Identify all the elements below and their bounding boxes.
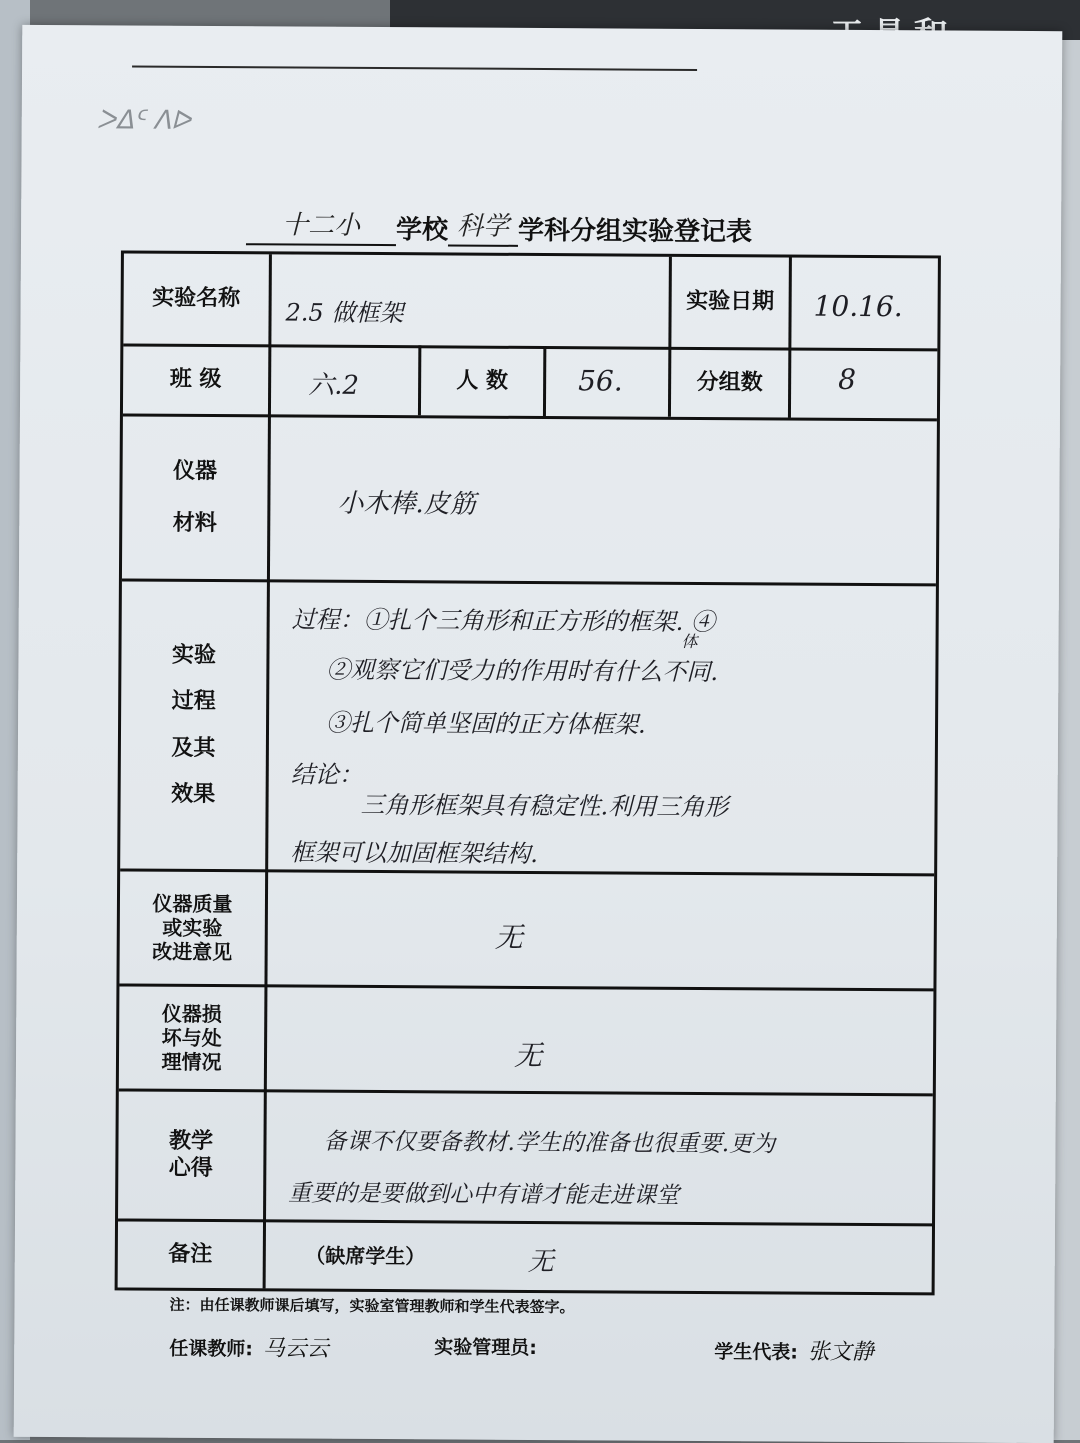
reflection-line: 重要的是要做到心中有谱才能走进课堂 xyxy=(288,1174,679,1209)
materials-label-line: 仪器 xyxy=(173,458,217,485)
process-label-line: 过程 xyxy=(172,689,216,716)
materials-value: 小木棒.皮筋 xyxy=(337,483,475,521)
student-count-value: 56. xyxy=(578,364,623,397)
experiment-name-value: 2.5 做框架 xyxy=(285,292,403,328)
class-label: 班 级 xyxy=(123,346,268,414)
student-count-label: 人 数 xyxy=(421,348,543,416)
damage-label-line: 坏与处 xyxy=(162,1026,222,1050)
group-count-value: 8 xyxy=(838,363,856,396)
quality-label-line: 仪器质量 xyxy=(152,892,232,916)
quality-value: 无 xyxy=(495,916,523,956)
absent-students-label: （缺席学生） xyxy=(278,1222,453,1289)
student-value: 张文静 xyxy=(808,1340,874,1365)
school-label: 学校 xyxy=(396,209,448,246)
materials-label xyxy=(122,416,268,579)
experiment-name-label: 实验名称 xyxy=(123,253,269,344)
process-line: 三角形框架具有稳定性.利用三角形 xyxy=(360,785,728,822)
remarks-label: 备注 xyxy=(118,1221,263,1288)
damage-label xyxy=(119,986,265,1089)
process-label-line: 效果 xyxy=(171,782,215,809)
subject-fill: 科学 xyxy=(448,205,518,246)
teacher-label: 任课教师: xyxy=(169,1338,253,1361)
group-count-label: 分组数 xyxy=(671,350,788,418)
quality-label-line: 改进意见 xyxy=(152,940,232,964)
experiment-date-value: 10.16. xyxy=(814,290,903,324)
remarks-value: 无 xyxy=(528,1241,554,1278)
student-signature xyxy=(714,1334,874,1366)
materials-label-line: 材料 xyxy=(173,511,217,538)
form-title xyxy=(246,204,866,258)
count-label-divider xyxy=(543,346,546,416)
footer-note: 注：由任课教师课后填写，实验室管理教师和学生代表签字。 xyxy=(169,1294,574,1317)
admin-signature xyxy=(434,1332,547,1360)
process-line-correction: 体 xyxy=(682,629,698,652)
process-label xyxy=(120,581,267,869)
school-name-fill: 十二小 xyxy=(246,204,396,246)
teacher-value: 马云云 xyxy=(263,1336,329,1361)
damage-value: 无 xyxy=(514,1034,542,1074)
process-label-line: 实验 xyxy=(172,642,216,669)
margin-scribble: ᐳᐃᑦ ᐱᐅ xyxy=(97,105,191,136)
reflection-line: 备课不仅要备教材.学生的准备也很重要.更为 xyxy=(323,1123,775,1159)
process-line: 过程：①扎个三角形和正方形的框架. ④ xyxy=(292,599,715,637)
admin-label: 实验管理员: xyxy=(434,1336,537,1359)
process-line: ②观察它们受力的作用时有什么不同. xyxy=(326,650,718,687)
class-value: 六.2 xyxy=(308,365,359,402)
registration-form-sheet xyxy=(14,25,1063,1443)
process-line: 框架可以加固框架结构. xyxy=(290,832,538,869)
experiment-date-label: 实验日期 xyxy=(671,257,789,348)
title-rest: 学科分组实验登记表 xyxy=(518,210,752,248)
reflection-label xyxy=(118,1091,264,1219)
top-rule-line xyxy=(132,66,697,71)
quality-label xyxy=(119,871,265,984)
process-line: 结论： xyxy=(291,754,363,789)
process-line: ③扎个简单坚固的正方体框架. xyxy=(326,703,646,740)
quality-label-line: 或实验 xyxy=(162,916,222,940)
damage-label-line: 仪器损 xyxy=(162,1002,222,1026)
process-label-line: 及其 xyxy=(171,735,215,762)
reflection-label-line: 教学 xyxy=(169,1129,213,1156)
reflection-label-line: 心得 xyxy=(169,1155,213,1182)
experiment-table xyxy=(115,250,941,1295)
student-label: 学生代表: xyxy=(714,1341,798,1364)
damage-label-line: 理情况 xyxy=(161,1050,221,1074)
teacher-signature xyxy=(169,1331,329,1363)
